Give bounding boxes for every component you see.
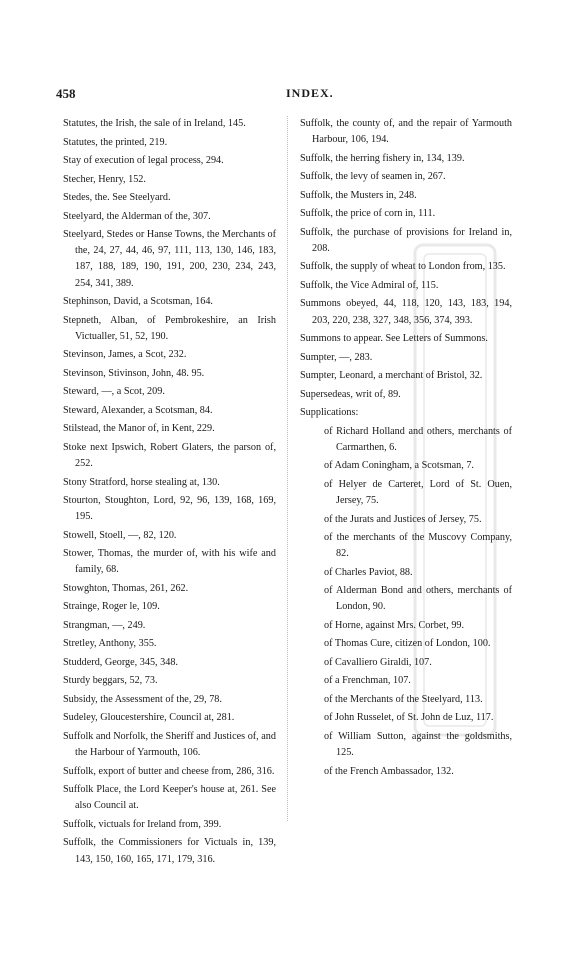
index-subentry: of Thomas Cure, citizen of London, 100. xyxy=(324,638,491,650)
index-subentry: of Helyer de Carteret, Lord of St. Ouen, Jersey, 75. xyxy=(324,478,512,507)
index-entry: Stevinson, Stivinson, John, 48. 95. xyxy=(63,367,205,379)
index-subentry: of John Russelet, of St. John de Luz, 117. xyxy=(324,712,494,724)
index-entry: Suffolk, export of butter and cheese from, 286, 316. xyxy=(63,765,275,777)
index-entry: Stony Stratford, horse stealing at, 130. xyxy=(63,476,220,488)
index-entry: Statutes, the Irish, the sale of in Ireland, 145. xyxy=(63,118,246,129)
page-header xyxy=(56,86,516,102)
index-subentry: of Adam Coningham, a Scotsman, 7. xyxy=(324,460,474,472)
index-subentry: of Cavalliero Giraldi, 107. xyxy=(324,656,432,668)
index-subentry: of the merchants of the Muscovy Company, 82. xyxy=(324,532,512,560)
index-entry: Supersedeas, writ of, 89. xyxy=(300,388,401,400)
index-entry: Suffolk, the Musters in, 248. xyxy=(300,189,417,201)
index-entry: Suffolk, the supply of wheat to London from, 135. xyxy=(300,261,506,273)
index-entry: Suffolk, the Vice Admiral of, 115. xyxy=(300,279,439,291)
index-entry: Suffolk, the herring fishery in, 134, 139. xyxy=(300,152,465,164)
index-entry: Summons to appear. See Letters of Summons. xyxy=(300,333,488,345)
index-subentry: of the French Ambassador, 132. xyxy=(324,765,454,777)
index-entry: Steward, Alexander, a Scotsman, 84. xyxy=(63,404,213,416)
index-entry: Stretley, Anthony, 355. xyxy=(63,638,157,650)
index-entry: Suffolk, the purchase of provisions for Ireland in, 208. xyxy=(300,226,512,254)
index-subentry: of the Jurats and Justices of Jersey, 75. xyxy=(324,513,482,525)
index-entry: Stecher, Henry, 152. xyxy=(63,173,146,185)
index-entry: Stowghton, Thomas, 261, 262. xyxy=(63,582,189,594)
index-entry: Stephinson, David, a Scotsman, 164. xyxy=(63,296,213,308)
index-entry: Studderd, George, 345, 348. xyxy=(63,656,178,668)
index-entry: Supplications: xyxy=(300,407,359,419)
index-entry: Suffolk Place, the Lord Keeper's house at, 261. See also Council at. xyxy=(63,784,276,812)
index-entry: Steelyard, the Alderman of the, 307. xyxy=(63,210,211,222)
page-number: 458 xyxy=(56,86,76,101)
index-subentry: of Alderman Bond and others, merchants of London, 90. xyxy=(324,585,512,613)
library-watermark-stamp xyxy=(410,240,500,740)
index-entry: Sturdy beggars, 52, 73. xyxy=(63,675,158,687)
index-entry: Stedes, the. See Steelyard. xyxy=(63,192,171,203)
index-subentry: of Charles Paviot, 88. xyxy=(324,566,413,578)
index-subentry: of Horne, against Mrs. Corbet, 99. xyxy=(324,619,465,631)
index-entry: Strainge, Roger le, 109. xyxy=(63,601,160,613)
index-entry: Suffolk and Norfolk, the Sheriff and Justices of, and the Harbour of Yarmouth, 106. xyxy=(63,730,276,759)
index-subentry: of Richard Holland and others, merchants of Carmarthen, 6. xyxy=(324,425,512,453)
index-entry: Suffolk, victuals for Ireland from, 399. xyxy=(63,818,222,830)
index-subentry: of the Merchants of the Steelyard, 113. xyxy=(324,693,483,705)
index-entry: Strangman, —, 249. xyxy=(63,619,146,631)
index-entry: Stilstead, the Manor of, in Kent, 229. xyxy=(63,423,215,435)
index-entry: Stoke next Ipswich, Robert Glaters, the parson of, 252. xyxy=(63,441,276,470)
index-entry: Sumpter, —, 283. xyxy=(300,351,373,363)
index-entry: Suffolk, the price of corn in, 111. xyxy=(300,208,436,220)
index-entry: Suffolk, the Commissioners for Victuals in, 139, 143, 150, 160, 165, 171, 179, 316. xyxy=(63,837,276,865)
index-entry: Statutes, the printed, 219. xyxy=(63,136,168,148)
index-subentry: of a Frenchman, 107. xyxy=(324,675,411,687)
column-divider xyxy=(287,116,288,821)
index-subentry: of William Sutton, against the goldsmiths, 125. xyxy=(324,730,512,759)
index-entry: Steelyard, Stedes or Hanse Towns, the Merchants of the, 24, 27, 44, 46, 97, 111, 113, 130, 146, 183, 187, 188, 189, 190, 191, 200, 230, 234, 243, 254, 341, 389. xyxy=(63,229,276,289)
index-entry: Sumpter, Leonard, a merchant of Bristol, 32. xyxy=(300,370,483,382)
index-entry: Stevinson, James, a Scot, 232. xyxy=(63,349,187,361)
index-entry: Stourton, Stoughton, Lord, 92, 96, 139, 168, 169, 195. xyxy=(63,495,276,523)
index-entry: Suffolk, the levy of seamen in, 267. xyxy=(300,171,446,183)
index-entry: Summons obeyed, 44, 118, 120, 143, 183, 194, 203, 220, 238, 327, 348, 356, 374, 393. xyxy=(300,298,512,326)
running-head: INDEX. xyxy=(286,86,334,100)
index-entry: Subsidy, the Assessment of the, 29, 78. xyxy=(63,693,222,705)
index-entry: Stepneth, Alban, of Pembrokeshire, an Irish Victualler, 51, 52, 190. xyxy=(63,314,276,342)
index-entry: Suffolk, the county of, and the repair of Yarmouth Harbour, 106, 194. xyxy=(300,118,512,146)
index-entry: Sudeley, Gloucestershire, Council at, 281. xyxy=(63,712,235,724)
index-entry: Stower, Thomas, the murder of, with his wife and family, 68. xyxy=(63,548,276,576)
index-entry: Stay of execution of legal process, 294. xyxy=(63,155,224,166)
index-column-left xyxy=(63,116,276,870)
index-entry: Stowell, Stoell, —, 82, 120. xyxy=(63,529,177,541)
index-entry: Steward, —, a Scot, 209. xyxy=(63,386,165,398)
